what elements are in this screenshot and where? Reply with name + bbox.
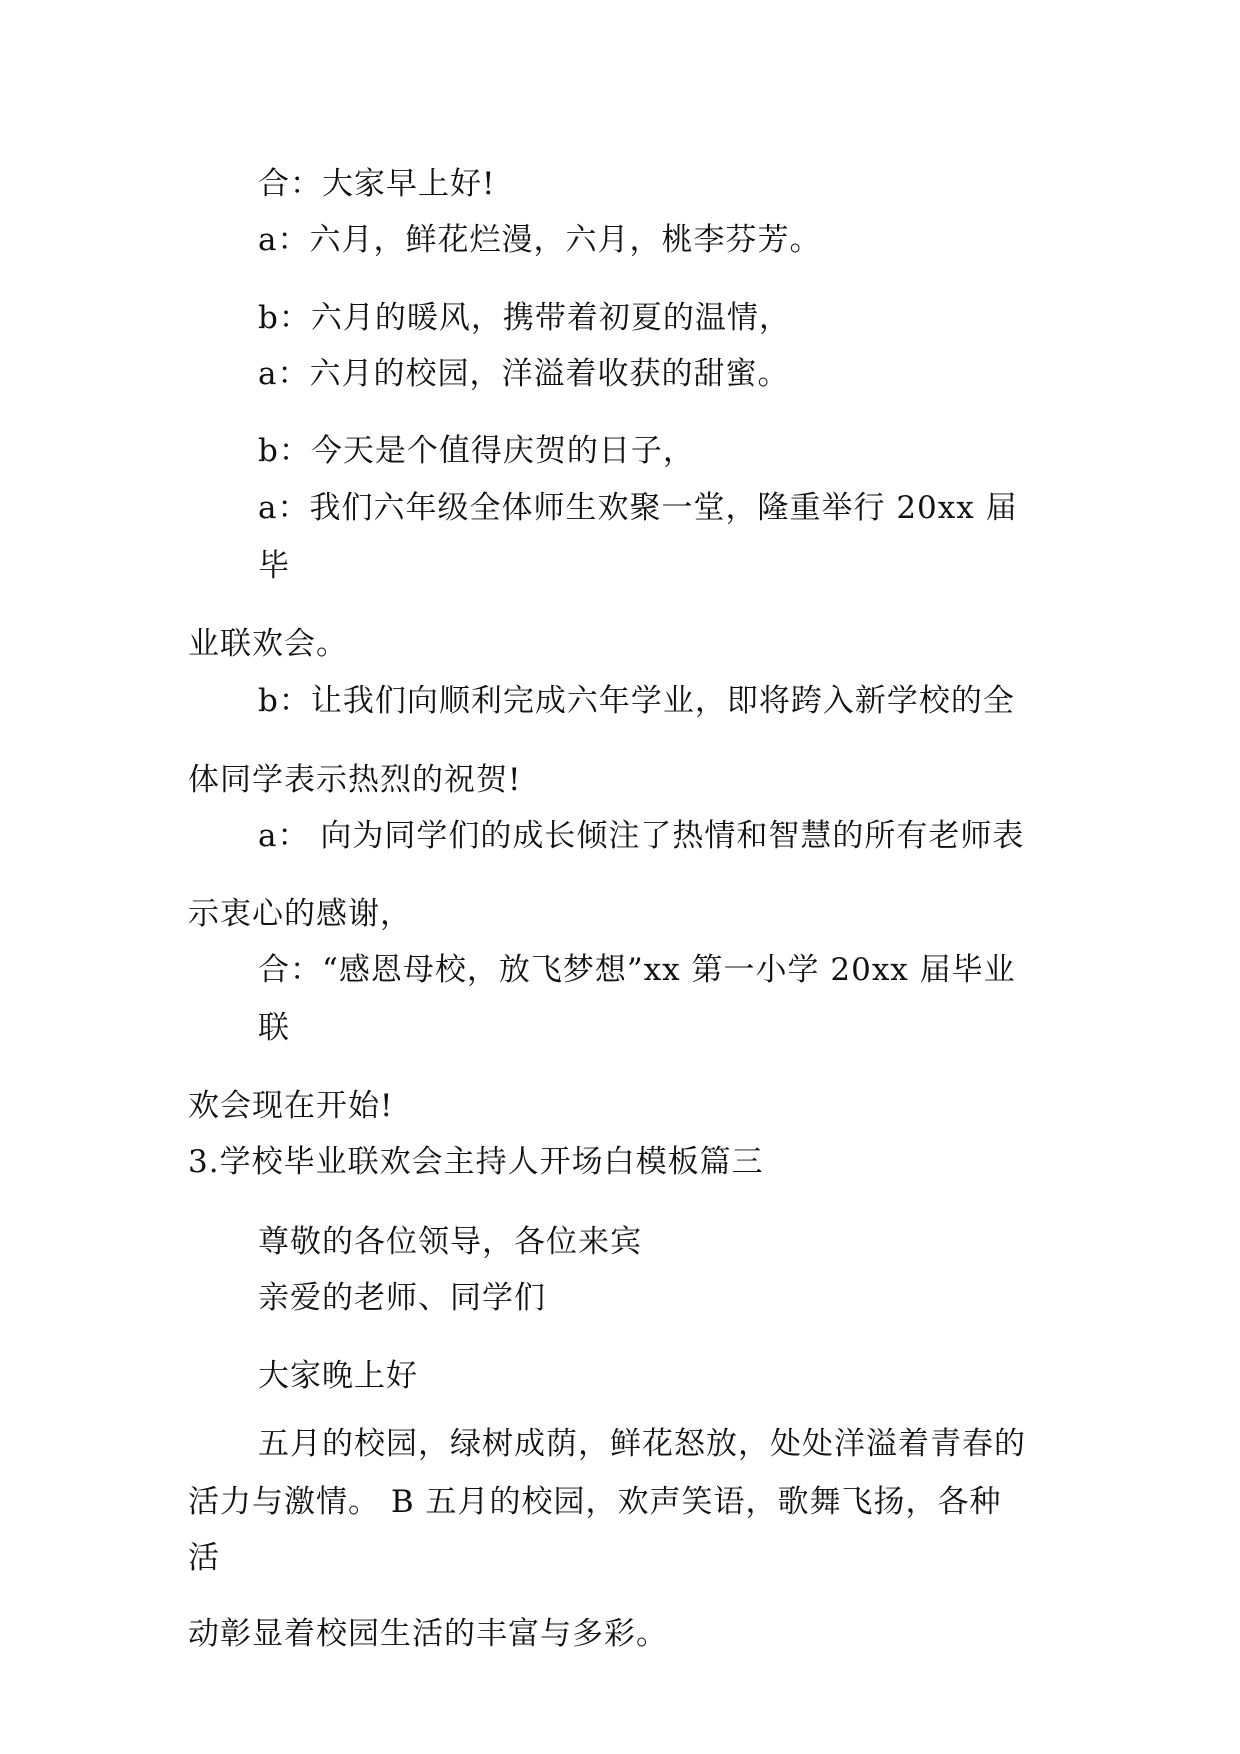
text-line-13: 合：“感恩母校，放飞梦想”xx 第一小学 20xx 届毕业	[258, 952, 1016, 988]
text-line-19: 大家晚上好	[258, 1358, 418, 1394]
text-line-20: 五月的校园，绿树成荫，鲜花怒放，处处洋溢着青春的	[258, 1426, 1026, 1462]
text-line-7: 毕	[258, 548, 290, 584]
text-line-17: 尊敬的各位领导，各位来宾	[258, 1224, 642, 1260]
text-line-12: 示衷心的感谢，	[188, 896, 412, 932]
text-line-23: 动彰显着校园生活的丰富与多彩。	[188, 1616, 668, 1652]
text-line-14: 联	[258, 1010, 290, 1046]
text-line-3: b：六月的暖风，携带着初夏的温情，	[258, 300, 791, 336]
text-line-18: 亲爱的老师、同学们	[258, 1280, 546, 1316]
text-line-15: 欢会现在开始!	[188, 1088, 394, 1124]
text-line-1: 合：大家早上好!	[258, 166, 496, 202]
text-line-21: 活力与激情。 B 五月的校园，欢声笑语，歌舞飞扬，各种	[188, 1484, 1002, 1520]
text-line-8: 业联欢会。	[188, 626, 348, 662]
text-line-6: a：我们六年级全体师生欢聚一堂，隆重举行 20xx 届	[258, 490, 1018, 526]
text-line-11: a： 向为同学们的成长倾注了热情和智慧的所有老师表	[258, 818, 1025, 854]
text-line-22: 活	[188, 1540, 220, 1576]
text-line-10: 体同学表示热烈的祝贺!	[188, 762, 522, 798]
text-line-4: a：六月的校园，洋溢着收获的甜蜜。	[258, 356, 790, 392]
text-line-2: a：六月，鲜花烂漫，六月，桃李芬芳。	[258, 222, 822, 258]
text-line-9: b：让我们向顺利完成六年学业，即将跨入新学校的全	[258, 683, 1015, 719]
section-heading: 3.学校毕业联欢会主持人开场白模板篇三	[188, 1144, 764, 1180]
text-line-5: b：今天是个值得庆贺的日子，	[258, 433, 695, 469]
